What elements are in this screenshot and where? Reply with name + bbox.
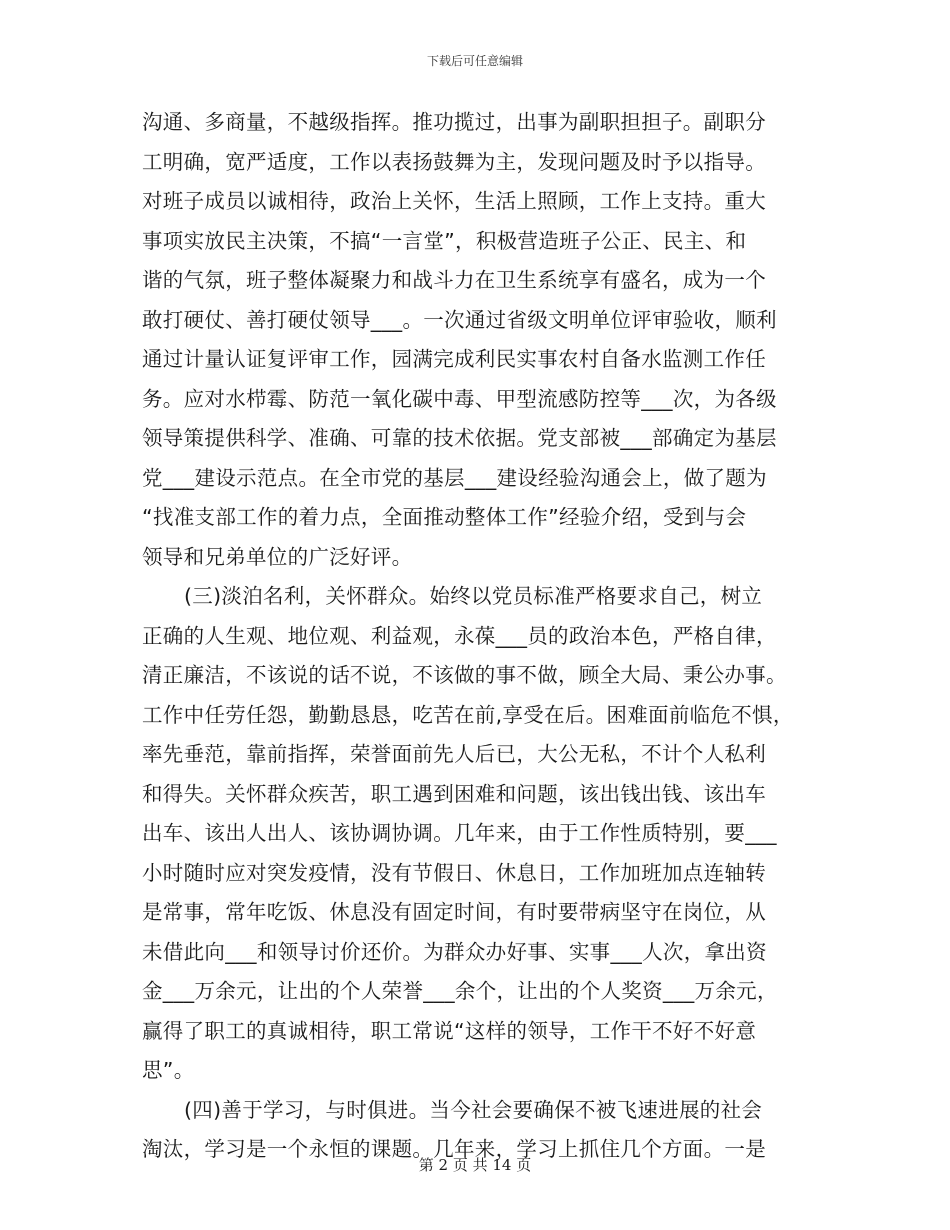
page-header: 下载后可任意编辑 <box>426 54 523 68</box>
text-line: 出车、该出人出人、该协调协调。几年来，由于工作性质特别，要___ <box>142 821 777 845</box>
text-line: 未借此向___和领导讨价还价。为群众办好事、实事___人次，拿出资 <box>142 939 767 964</box>
text-line: 敢打硬仗、善打硬仗领导___。一次通过省级文明单位评审验收，顺利 <box>142 307 777 332</box>
text-line: 小时随时应对突发疫情，没有节假日、休息日，工作加班加点连轴转 <box>142 860 766 885</box>
section-heading-line: (四)善于学习，与时俱进。当今社会要确保不被飞速进展的社会 <box>184 1097 763 1122</box>
text-line: 谐的气氛，班子整体凝聚力和战斗力在卫生系统享有盛名，成为一个 <box>142 268 766 292</box>
text-line: 金___万余元，让出的个人荣誉___余个，让出的个人奖资___万余元， <box>142 979 778 1003</box>
text-line: 清正廉洁，不该说的话不说，不该做的事不做，顾全大局、秉公办事。 <box>142 663 787 687</box>
text-line: 思”。 <box>142 1058 195 1082</box>
text-line: 务。应对水栉霉、防范一氧化碳中毒、甲型流感防控等___次，为各级 <box>142 386 777 411</box>
document-body <box>142 103 812 1170</box>
text-line: 对班子成员以诚相待，政治上关怀，生活上照顾，工作上支持。重大 <box>142 189 766 213</box>
page-number-footer: 第 2 页 共 14 页 <box>418 1156 532 1174</box>
text-line: 事项实放民主决策，不搞“一言堂”，积极营造班子公正、民主、和 <box>142 228 747 253</box>
text-line: 和得失。关怀群众疾苦，职工遇到困难和问题，该出钱出钱、该出车 <box>142 781 766 806</box>
text-line: 率先垂范，靠前指挥，荣誉面前先人后已，大公无私，不计个人私利 <box>142 742 766 766</box>
text-line: 领导和兄弟单位的广泛好评。 <box>142 544 413 569</box>
text-line: 通过计量认证复评审工作，园满完成利民实事农村自备水监测工作任 <box>142 347 766 371</box>
text-line: 赢得了职工的真诚相待，职工常说“这样的领导，工作干不好不好意 <box>142 1018 757 1043</box>
text-line: 沟通、多商量，不越级指挥。推功揽过，出事为副职担担子。副职分 <box>142 110 766 134</box>
text-line: 党___建设示范点。在全市党的基层___建设经验沟通会上，做了题为 <box>142 465 767 490</box>
text-line: 正确的人生观、地位观、利益观，永葆___员的政治本色，严格自律， <box>142 623 777 648</box>
text-line: 是常事，常年吃饭、休息没有固定时间，有时要带病坚守在岗位，从 <box>142 900 766 924</box>
text-line: 淘汰，学习是一个永恒的课题。几年来，学习上抓住几个方面。一是 <box>142 1137 766 1161</box>
section-heading-line: (三)淡泊名利，关怀群众。始终以党员标准严格要求自己，树立 <box>184 584 763 608</box>
text-line: 工作中任劳任怨，勤勤恳恳，吃苦在前,享受在后。困难面前临危不惧， <box>142 702 794 727</box>
text-line: “找准支部工作的着力点，全面推动整体工作”经验介绍，受到与会 <box>142 505 747 529</box>
text-line: 工明确，宽严适度，工作以表扬鼓舞为主，发现问题及时予以指导。 <box>142 149 766 174</box>
text-line: 领导策提供科学、准确、可靠的技术依据。党支部被___部确定为基层 <box>142 426 777 450</box>
